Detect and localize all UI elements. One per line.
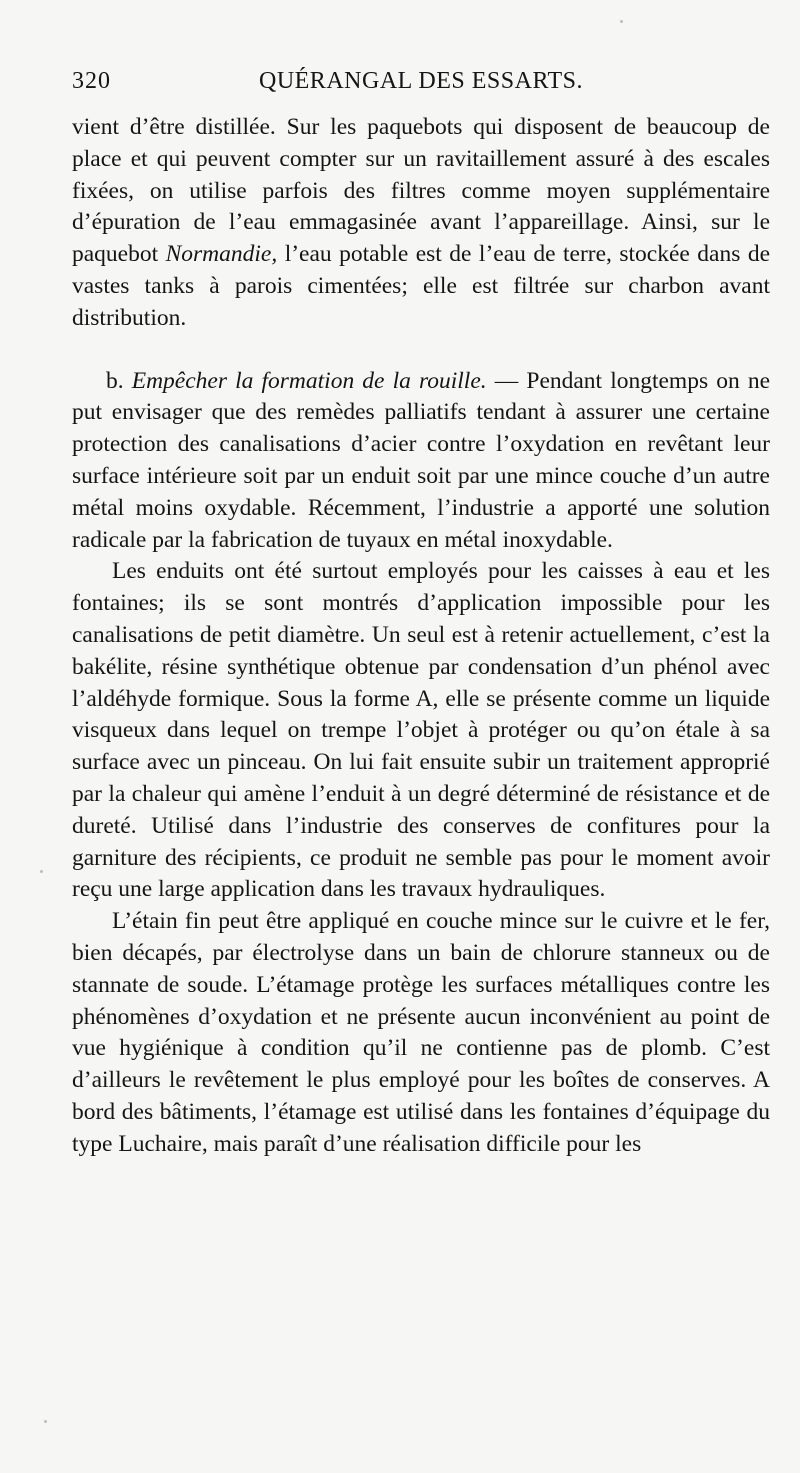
running-head: QUÉRANGAL DES ESSARTS. <box>258 68 584 94</box>
page-header <box>72 62 770 102</box>
body-text <box>72 112 770 1161</box>
section-label: b. <box>106 367 124 394</box>
paragraph-etain: L’étain fin peut être appliqué en couche mince sur le cuivre et le fer, bien décapés, par électrolyse dans un bain de chlorure stanneux ou de stannate de soude. L’étamage protège les surfaces métalliques contre les phénomènes d’oxydation et ne présente aucun inconvénient au point de vue hygiénique à condition qu’il ne contienne pas de plomb. C’est d’ailleurs le revêtement le plus employé pour les boîtes de conserves. A bord des bâtiments, l’étamage est utilisé dans les fontaines d’équipage du type Luchaire, mais paraît d’une réalisation difficile pour les <box>72 908 770 1157</box>
paper-speck <box>44 1420 47 1423</box>
section-heading: Empêcher la formation de la rouille. <box>131 367 487 394</box>
paragraph-enduits: Les enduits ont été surtout employés pour les caisses à eau et les fontaines; ils se sont montrés d’application impossible pour les canalisations de petit diamètre. Un seul est à retenir actuellement, c’est la bakélite, résine synthétique obtenue par condensation d’un phénol avec l’aldéhyde formique. Sous la forme A, elle se présente comme un liquide visqueux dans lequel on trempe l’objet à protéger ou qu’on étale à sa surface avec un pinceau. On lui fait ensuite subir un traitement approprié par la chaleur qui amène l’enduit à un degré déterminé de résistance et de dureté. Utilisé dans l’industrie des conserves de confitures pour la garniture des récipients, ce produit ne semble pas pour le moment avoir reçu une large application dans les travaux hydrauliques. <box>72 558 770 903</box>
paper-speck <box>40 870 43 873</box>
paragraph-text: — Pendant longtemps on ne put envisager que des remèdes palliatifs tendant à assurer une certaine protection des canalisations d’acier contre l’oxydation en revêtant leur surface intérieure soit par un enduit soit par une mince couche d’un autre métal moins oxydable. Récemment, l’industrie a apporté une solution radicale par la fabrication de tuyaux en métal inoxydable. <box>72 367 770 553</box>
paragraph-continuation <box>72 112 770 335</box>
paragraph-text: l’eau potable est de l’eau de terre, stockée dans de vastes tanks à parois cimentées; elle est filtrée sur charbon avant distribution. <box>72 241 770 331</box>
paper-speck <box>620 20 623 23</box>
section-paragraph <box>72 366 770 557</box>
paragraph-text: vient d’être distillée. Sur les paquebots qui disposent de beaucoup de place et qui peuvent compter sur un ravitaillement assuré à des escales fixées, on utilise parfois des filtres comme moyen supplémentaire d’épuration de l’eau emmagasinée avant l’appareillage. Ainsi, sur le paquebot <box>72 114 770 268</box>
ship-name: Normandie, <box>165 241 278 268</box>
page-number: 320 <box>72 68 111 94</box>
